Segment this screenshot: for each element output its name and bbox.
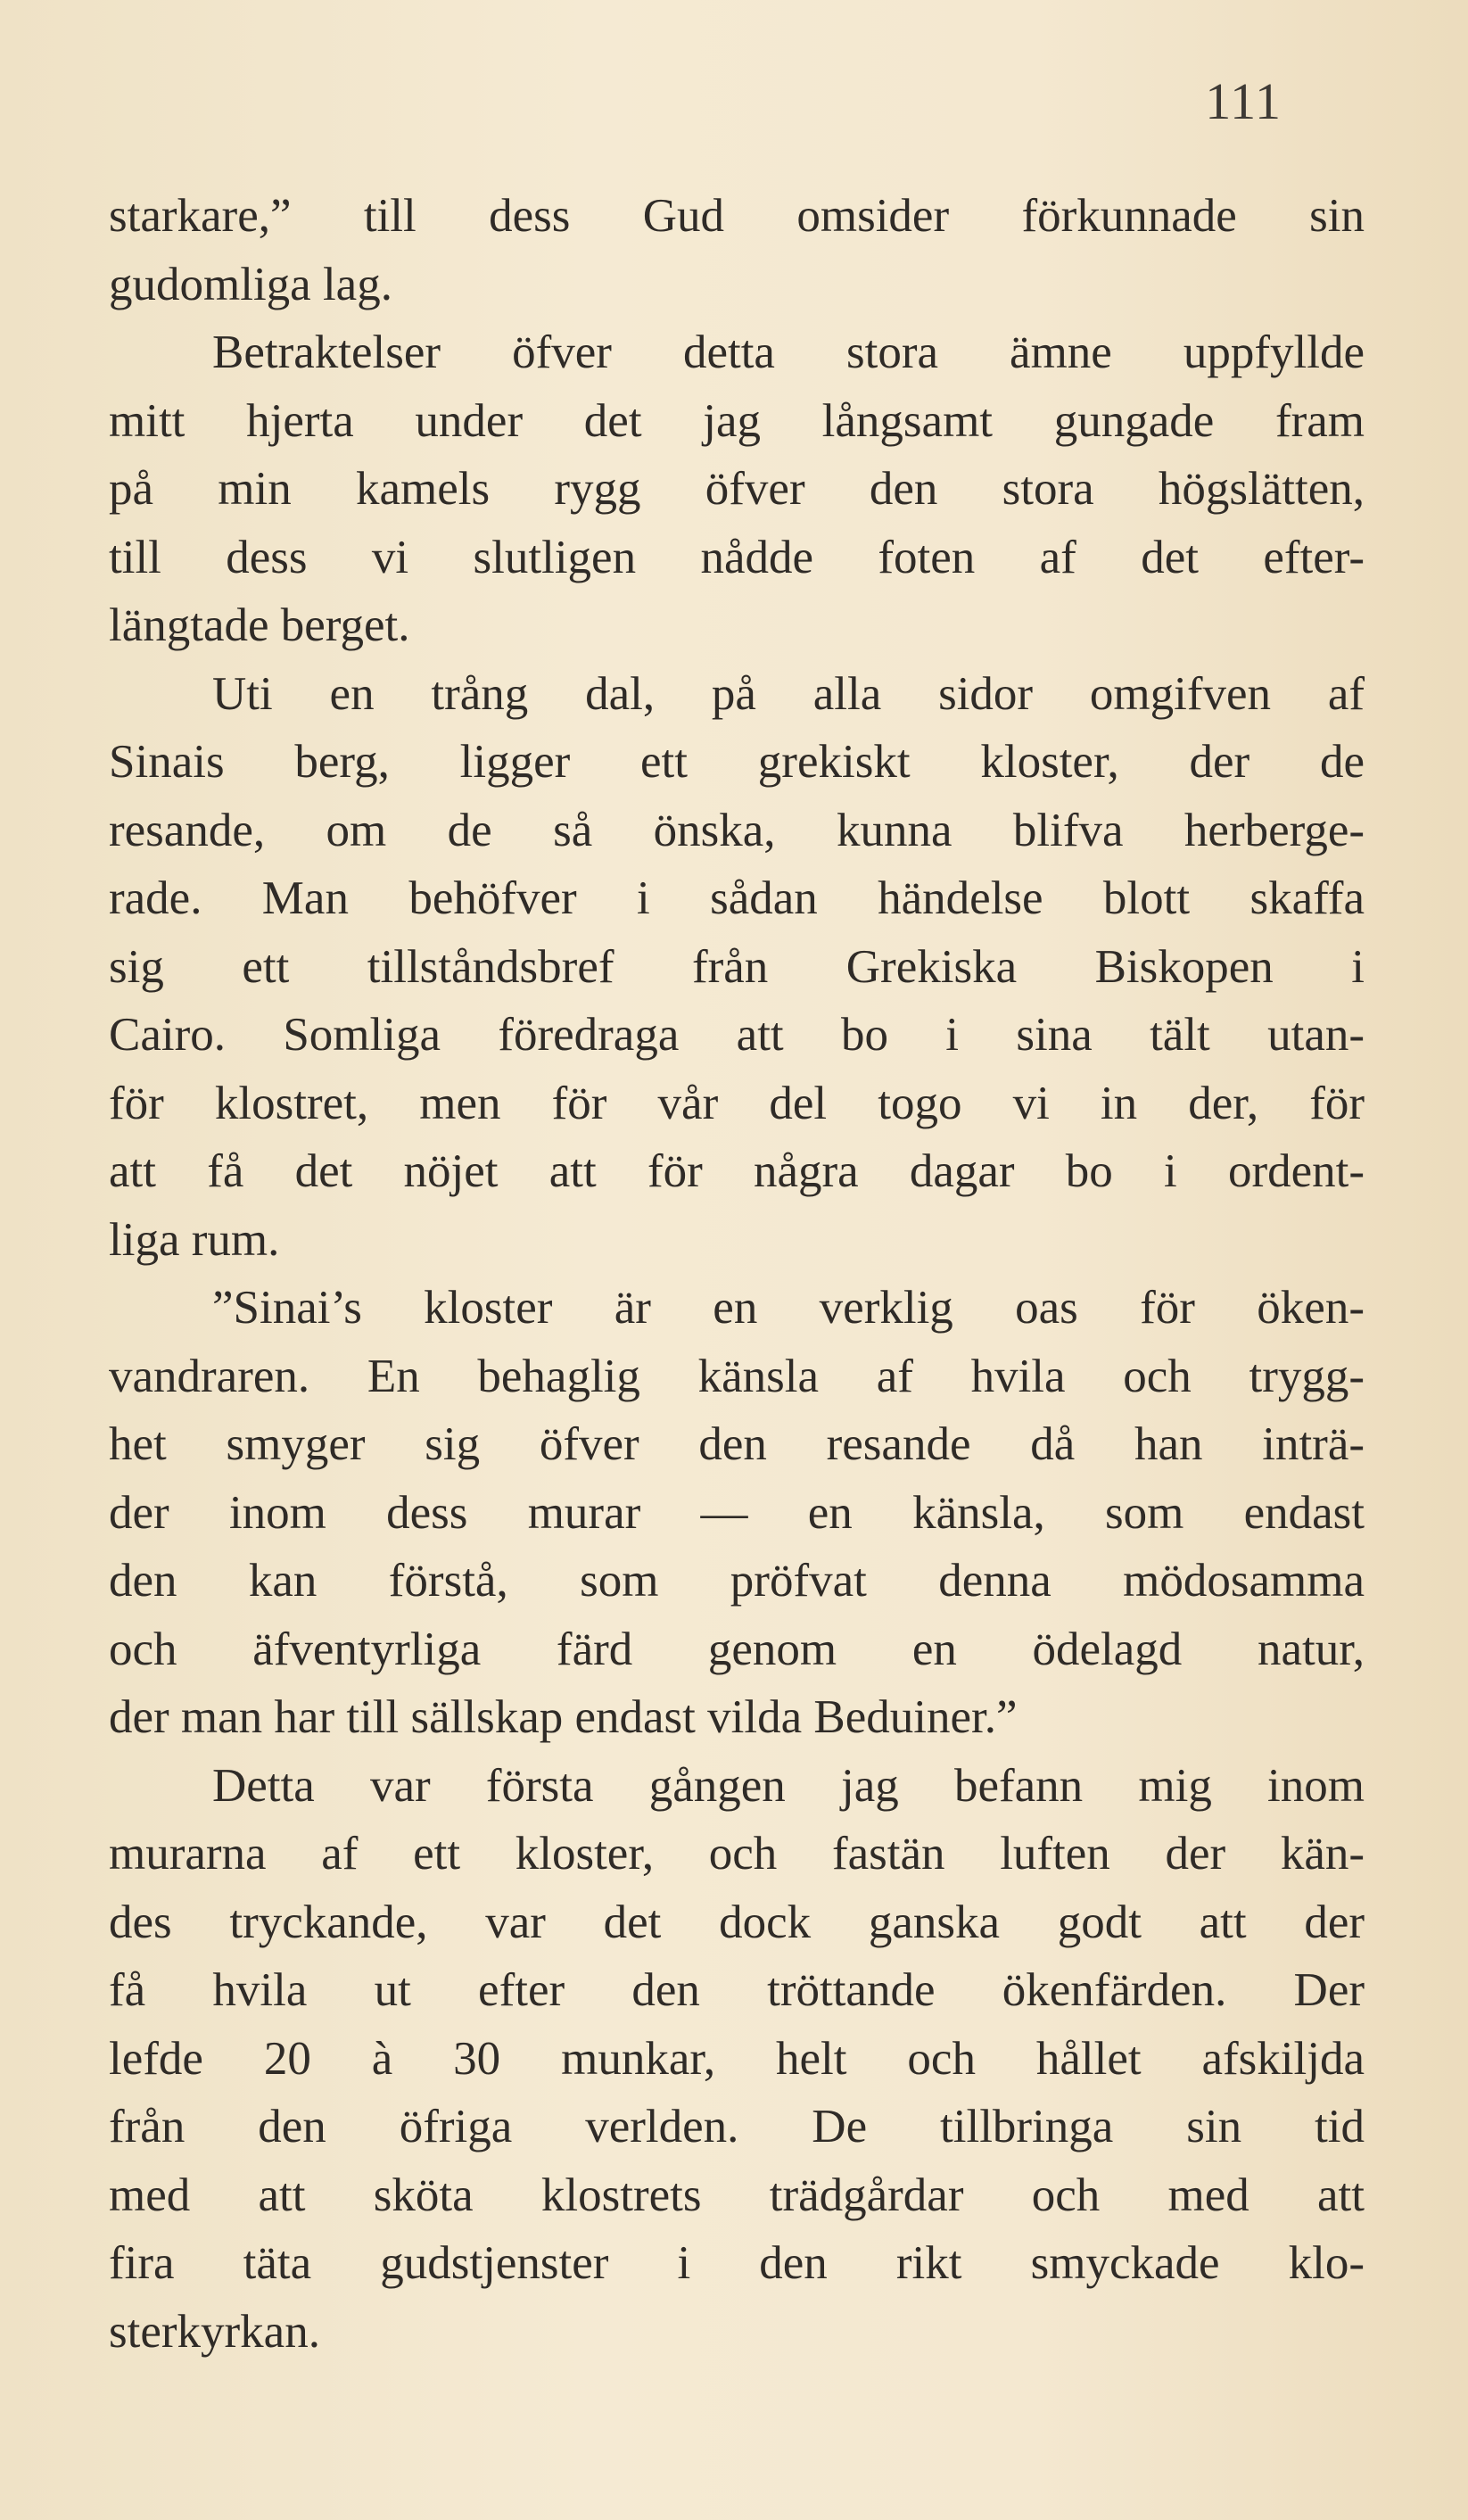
text-line: mitt hjerta under det jag långsamt gungade fram bbox=[109, 394, 1365, 447]
text-line: rade. Man behöfver i sådan händelse blott skaffa bbox=[109, 872, 1365, 924]
text-line: liga rum. bbox=[109, 1213, 280, 1266]
body-text bbox=[109, 182, 1365, 2366]
text-line: Cairo. Somliga föredraga att bo i sina tält utan- bbox=[109, 1009, 1365, 1061]
text-line: resande, om de så önska, kunna blifva herberge- bbox=[109, 804, 1365, 856]
text-line: Detta var första gången jag befann mig inom bbox=[212, 1759, 1365, 1812]
text-line: lefde 20 à 30 munkar, helt och hållet afskiljda bbox=[109, 2032, 1365, 2085]
text-line: starkare,” till dess Gud omsider förkunnade sin bbox=[109, 190, 1365, 242]
text-line: fira täta gudstjenster i den rikt smyckade klo- bbox=[109, 2237, 1365, 2289]
text-line: att få det nöjet att för några dagar bo i ordent- bbox=[109, 1145, 1365, 1197]
text-line: Sinais berg, ligger ett grekiskt kloster, der de bbox=[109, 736, 1365, 788]
text-line: med att sköta klostrets trädgårdar och med att bbox=[109, 2169, 1365, 2221]
text-line: vandraren. En behaglig känsla af hvila och trygg- bbox=[109, 1350, 1365, 1402]
text-line: des tryckande, var det dock ganska godt att der bbox=[109, 1896, 1365, 1948]
page-number: 111 bbox=[1205, 72, 1282, 130]
text-line: der man har till sällskap endast vilda Beduiner.” bbox=[109, 1691, 1018, 1743]
text-line: få hvila ut efter den tröttande ökenfärden. Der bbox=[109, 1964, 1365, 2016]
text-line: på min kamels rygg öfver den stora högslätten, bbox=[109, 463, 1365, 515]
text-line: sig ett tillståndsbref från Grekiska Biskopen i bbox=[109, 940, 1365, 993]
text-line: murarna af ett kloster, och fastän luften der kän- bbox=[109, 1828, 1365, 1880]
text-line: från den öfriga verlden. De tillbringa sin tid bbox=[109, 2101, 1365, 2152]
text-line: sterkyrkan. bbox=[109, 2305, 320, 2358]
text-line: ”Sinai’s kloster är en verklig oas för öken- bbox=[212, 1282, 1365, 1334]
text-line: den kan förstå, som pröfvat denna mödosamma bbox=[109, 1555, 1365, 1607]
text-line: der inom dess murar — en känsla, som endast bbox=[109, 1486, 1365, 1539]
text-line: och äfventyrliga färd genom en ödelagd natur, bbox=[109, 1623, 1365, 1675]
text-line: Betraktelser öfver detta stora ämne uppfyllde bbox=[212, 326, 1365, 378]
text-line: för klostret, men för vår del togo vi in der, för bbox=[109, 1077, 1365, 1129]
text-line: gudomliga lag. bbox=[109, 258, 392, 310]
text-line: till dess vi slutligen nådde foten af det efter- bbox=[109, 531, 1365, 583]
text-line: het smyger sig öfver den resande då han inträ- bbox=[109, 1418, 1365, 1470]
text-line: Uti en trång dal, på alla sidor omgifven af bbox=[212, 667, 1365, 720]
text-line: längtade berget. bbox=[109, 599, 410, 651]
